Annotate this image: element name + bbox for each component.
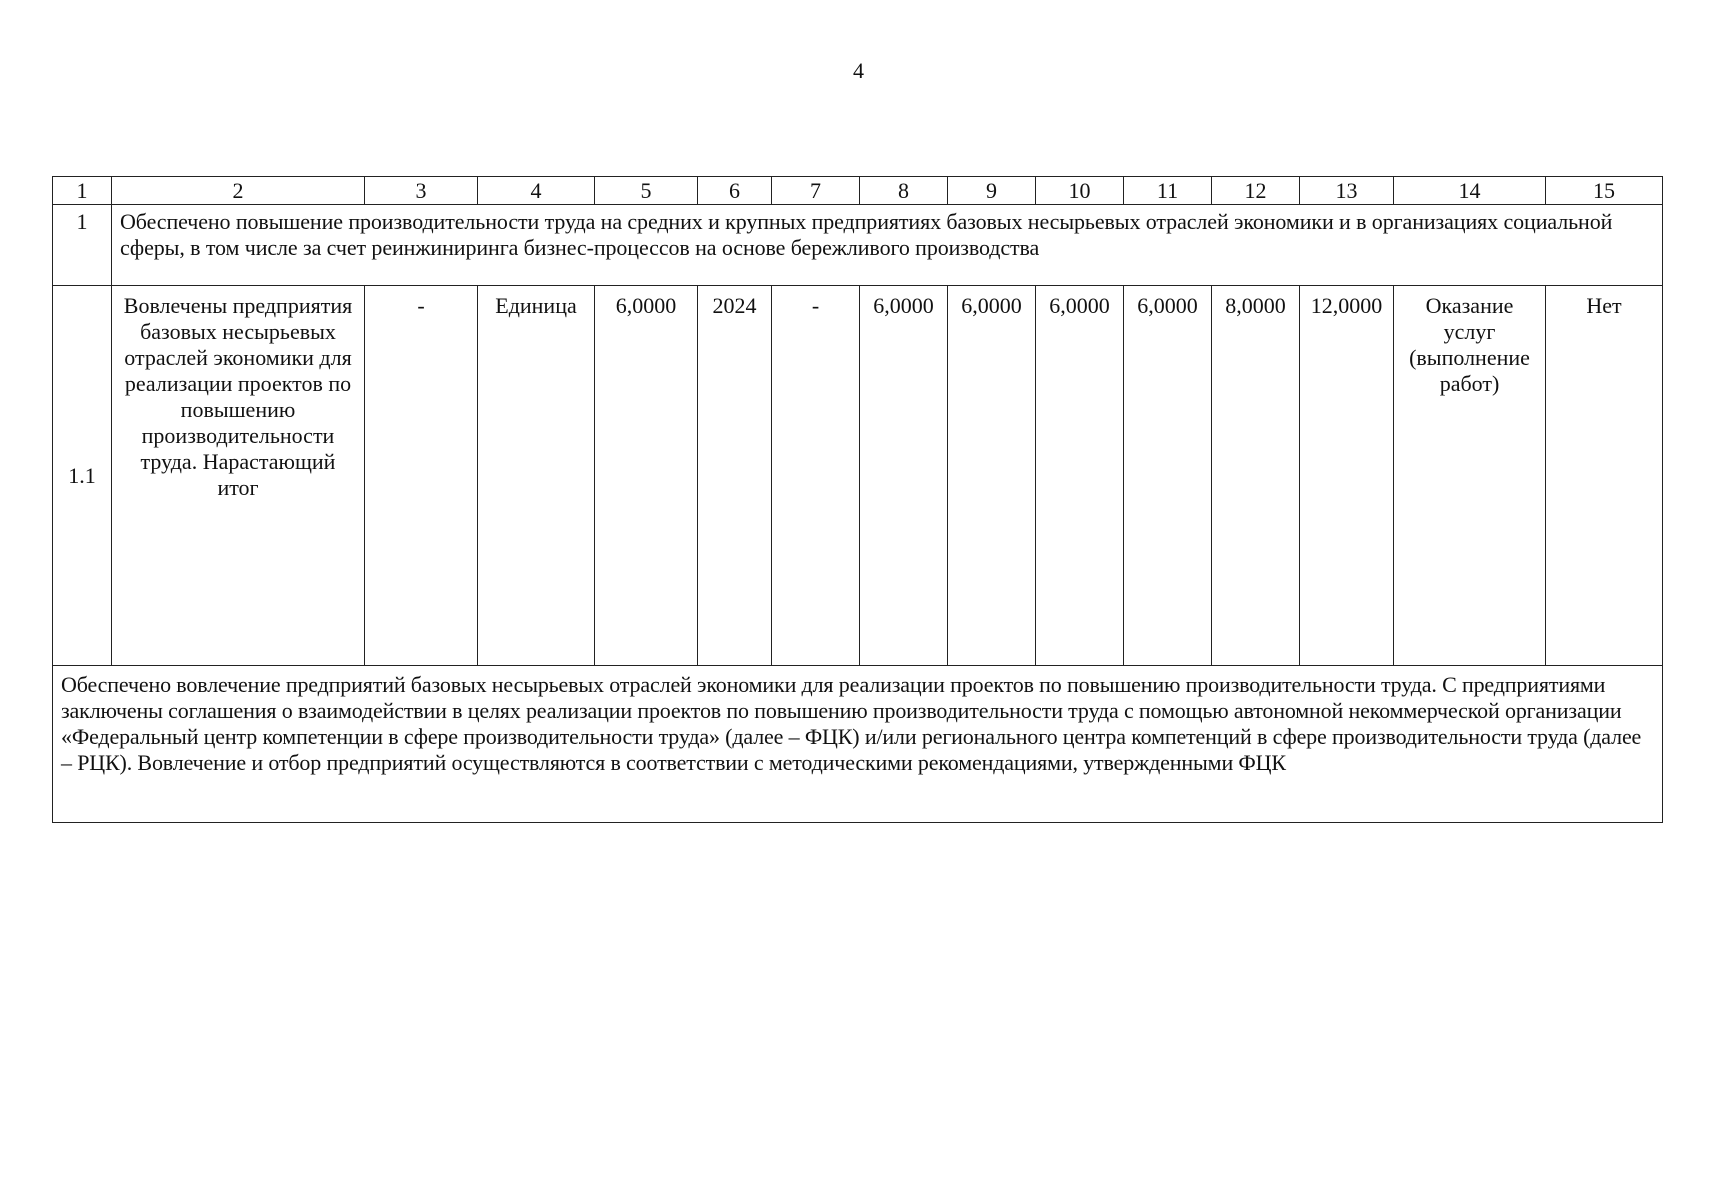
- indicator-col10: 6,0000: [1036, 286, 1124, 666]
- column-number: 2: [112, 177, 365, 205]
- column-number: 13: [1300, 177, 1394, 205]
- column-number: 15: [1546, 177, 1663, 205]
- indicator-col3: -: [365, 286, 478, 666]
- column-numbers-row: [53, 177, 1663, 205]
- description-row: [53, 666, 1663, 823]
- indicator-col15: Нет: [1546, 286, 1663, 666]
- indicator-name: Вовлечены предприятия базовых несырьевых отраслей экономики для реализации проектов по повышению производительности труда. Нарастающий итог: [112, 286, 365, 666]
- indicators-table: [52, 176, 1663, 823]
- page-number: 4: [853, 58, 864, 83]
- indicator-number: 1.1: [53, 286, 112, 666]
- indicator-col7: -: [772, 286, 860, 666]
- column-number: 11: [1124, 177, 1212, 205]
- indicator-base-value: 6,0000: [595, 286, 698, 666]
- column-number: 9: [948, 177, 1036, 205]
- indicator-base-year: 2024: [698, 286, 772, 666]
- column-number: 4: [478, 177, 595, 205]
- goal-number: 1: [53, 205, 112, 286]
- indicator-unit: Единица: [478, 286, 595, 666]
- description-text: Обеспечено вовлечение предприятий базовых несырьевых отраслей экономики для реализации проектов по повышению производительности труда. С предприятиями заключены соглашения о взаимодействии в целях реализации проектов по повышению производительности труда с помощью автономной некоммерческой организации «Федеральный центр компетенции в сфере производительности труда» (далее – ФЦК) и/или регионального центра компетенций в сфере производительности труда (далее – РЦК). Вовлечение и отбор предприятий осуществляются в соответствии с методическими рекомендациями, утвержденными ФЦК: [53, 666, 1663, 823]
- indicator-col14: Оказание услуг (выполнение работ): [1394, 286, 1546, 666]
- goal-text: Обеспечено повышение производительности труда на средних и крупных предприятиях базовых несырьевых отраслей экономики и в организациях социальной сферы, в том числе за счет реинжиниринга бизнес-процессов на основе бережливого производства: [112, 205, 1663, 286]
- indicator-col11: 6,0000: [1124, 286, 1212, 666]
- indicator-row: [53, 286, 1663, 666]
- column-number: 5: [595, 177, 698, 205]
- column-number: 12: [1212, 177, 1300, 205]
- goal-row: [53, 205, 1663, 286]
- column-number: 14: [1394, 177, 1546, 205]
- column-number: 6: [698, 177, 772, 205]
- indicator-col12: 8,0000: [1212, 286, 1300, 666]
- column-number: 3: [365, 177, 478, 205]
- column-number: 10: [1036, 177, 1124, 205]
- column-number: 7: [772, 177, 860, 205]
- indicator-col13: 12,0000: [1300, 286, 1394, 666]
- column-number: 1: [53, 177, 112, 205]
- indicator-col9: 6,0000: [948, 286, 1036, 666]
- indicator-col8: 6,0000: [860, 286, 948, 666]
- column-number: 8: [860, 177, 948, 205]
